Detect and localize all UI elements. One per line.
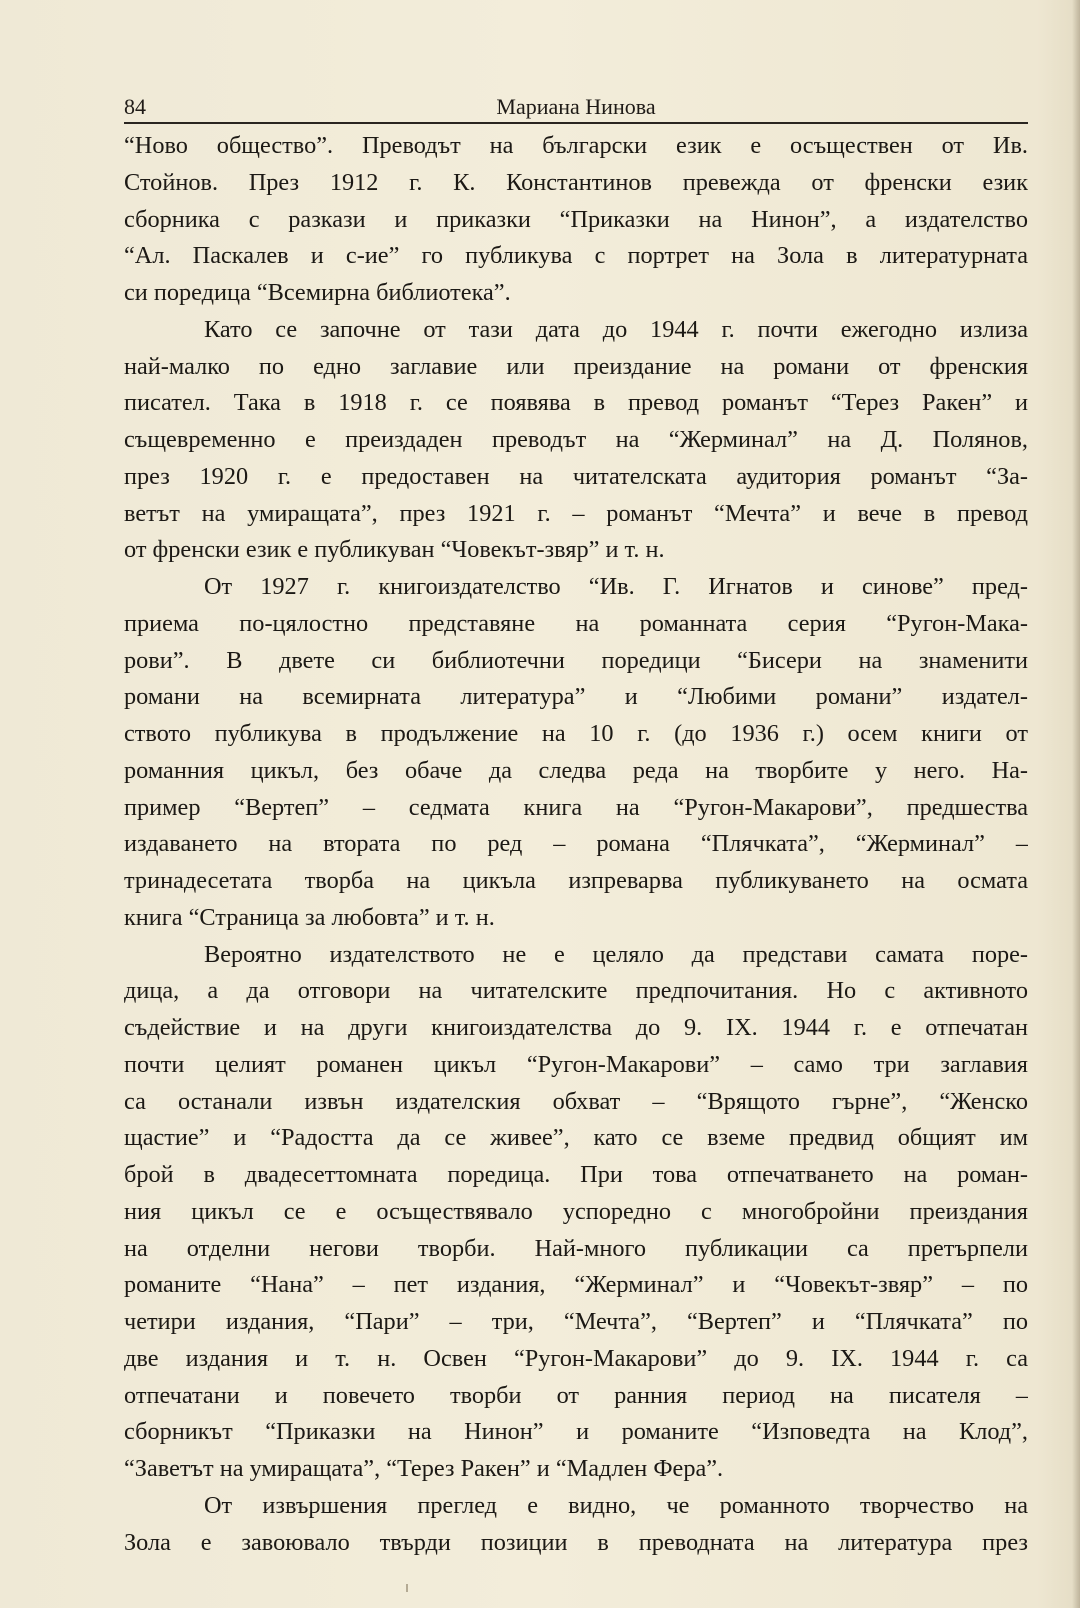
text-line: сборника с разкази и приказки “Приказки на Нинон”, а издателство: [124, 205, 1028, 233]
text-line: “Ново общество”. Преводът на български език е осъществен от Ив.: [124, 132, 1028, 159]
text-line: две издания и т. н. Освен “Ругон-Макарови” до 9. IX. 1944 г. са: [124, 1344, 1028, 1372]
text-line: рови”. В двете си библиотечни поредици “Бисери на знаменити: [124, 646, 1028, 674]
text-line: От 1927 г. книгоиздателство “Ив. Г. Игнатов и синове” пред-: [204, 573, 1028, 600]
text-line: дица, а да отговори на читателските предпочитания. Но с активното: [124, 977, 1028, 1005]
text-line: Стойнов. През 1912 г. К. Константинов превежда от френски език: [124, 168, 1028, 196]
text-line: през 1920 г. е предоставен на читателската аудитория романът “За-: [124, 462, 1028, 490]
text-line: си поредица “Всемирна библиотека”.: [124, 279, 511, 306]
text-line: Зола е завоювало твърди позиции в преводната на литература през: [124, 1528, 1028, 1556]
text-line: романите “Нана” – пет издания, “Жерминал” и “Човекът-звяр” – по: [124, 1271, 1028, 1299]
text-line: ветът на умиращата”, през 1921 г. – романът “Мечта” и вече в превод: [124, 499, 1028, 527]
text-line: романния цикъл, без обаче да следва реда на творбите у него. На-: [124, 756, 1028, 784]
text-line: от френски език е публикуван “Човекът-звяр” и т. н.: [124, 536, 665, 564]
text-line: “Заветът на умиращата”, “Терез Ракен” и “Мадлен Фера”.: [124, 1455, 724, 1482]
text-line: са останали извън издателския обхват – “Врящото гърне”, “Женско: [124, 1087, 1028, 1115]
text-line: Вероятно издателството не е целяло да представи самата поре-: [204, 940, 1028, 968]
text-line: на отделни негови творби. Най-много публикации са претърпели: [124, 1234, 1028, 1262]
text-line: ството публикува в продължение на 10 г. (до 1936 г.) осем книги от: [124, 720, 1028, 747]
text-line: брой в двадесеттомната поредица. При това отпечатването на роман-: [124, 1161, 1028, 1188]
running-head: [124, 92, 1028, 124]
text-line: сборникът “Приказки на Нинон” и романите “Изповедта на Клод”,: [124, 1418, 1028, 1446]
page-edge-shadow: [1072, 0, 1080, 1608]
text-line: съдействие и на други книгоиздателства до 9. IX. 1944 г. е отпечатан: [124, 1014, 1028, 1041]
text-line: ния цикъл се е осъществявало успоредно с многобройни преиздания: [124, 1197, 1028, 1225]
text-line: издаването на втората по ред – романа “Плячката”, “Жерминал” –: [124, 830, 1028, 858]
text-line: романи на всемирната литература” и “Любими романи” издател-: [124, 683, 1028, 711]
text-line: Като се започне от тази дата до 1944 г. почти ежегодно излиза: [204, 315, 1028, 343]
text-line: почти целият романен цикъл “Ругон-Макарови” – само три заглавия: [124, 1050, 1028, 1078]
text-line: книга “Страница за любовта” и т. н.: [124, 903, 495, 931]
body-text: [124, 128, 1028, 1561]
text-line: четири издания, “Пари” – три, “Мечта”, “Вертеп” и “Плячката” по: [124, 1308, 1028, 1335]
text-line: “Ал. Паскалев и с-ие” го публикува с портрет на Зола в литературната: [124, 242, 1028, 270]
text-line: писател. Така в 1918 г. се появява в превод романът “Терез Ракен” и: [124, 389, 1028, 417]
text-line: пример “Вертеп” – седмата книга на “Ругон-Макарови”, предшества: [124, 793, 1028, 821]
text-line: същевременно е преиздаден преводът на “Жерминал” на Д. Полянов,: [124, 426, 1028, 453]
text-line: щастие” и “Радостта да се живее”, като се вземе предвид общият им: [124, 1124, 1028, 1152]
text-line: тринадесетата творба на цикъла изпреварва публикуването на осмата: [124, 867, 1028, 894]
text-line: отпечатани и повечето творби от ранния период на писателя –: [124, 1381, 1028, 1409]
scan-artifact-mark: [406, 1584, 408, 1592]
text-line: приема по-цялостно представяне на романната серия “Ругон-Мака-: [124, 609, 1028, 637]
text-line: най-малко по едно заглавие или преиздание на романи от френския: [124, 352, 1028, 380]
running-head-author: Мариана Нинова: [496, 94, 656, 119]
page-number: 84: [124, 94, 146, 119]
text-line: От извършения преглед е видно, че романното творчество на: [204, 1491, 1028, 1519]
